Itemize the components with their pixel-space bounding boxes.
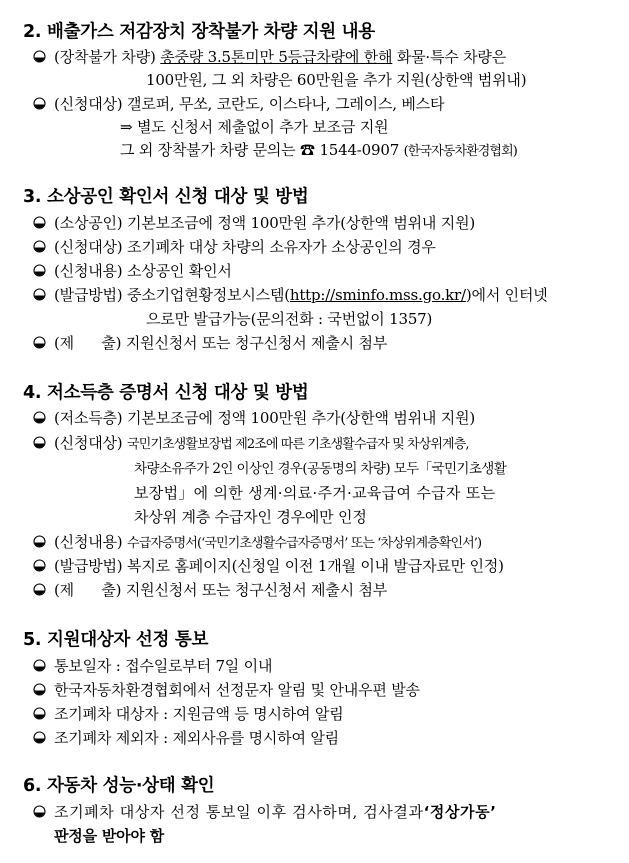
bullet-icon [33, 535, 46, 548]
phone-number: 1544-0907 [319, 141, 400, 159]
item-text: 기본보조금에 정액 100만원 추가(상한액 범위내 지원) [127, 409, 476, 427]
s3-item-4 [54, 284, 548, 305]
item-label: (제 출) [54, 334, 122, 352]
item-label: (신청대상) [54, 95, 123, 113]
s3-item-1 [54, 212, 475, 233]
bold-status: ‘정상가동’ [423, 803, 497, 821]
item-text: 기본보조금에 정액 100만원 추가(상한액 범위내 지원) [127, 214, 476, 232]
section-5-title: 5. 지원대상자 선정 통보 [23, 630, 209, 650]
s3-item-5 [54, 332, 387, 353]
s4-item-2 [54, 432, 469, 453]
bullet-icon [33, 436, 46, 449]
item-text: 그 외 장착불가 차량 문의는 [120, 141, 296, 159]
bullet-icon [33, 805, 46, 818]
s2-item-1-cont: 100만원, 그 외 차량은 60만원을 추가 지원(상한액 범위내) [146, 71, 527, 89]
s6-item-cont: 판정을 받아야 함 [54, 827, 165, 845]
item-label: (발급방법) [54, 557, 123, 575]
s3-item-2 [54, 236, 436, 257]
item-text: 지원신청서 또는 청구신청서 제출시 첨부 [125, 581, 388, 599]
s2-item-2-cont2 [120, 139, 517, 160]
s6-item [54, 801, 497, 822]
bullet-icon [33, 583, 46, 596]
s5-item-4: 조기폐차 제외자 : 제외사유를 명시하여 알림 [54, 729, 339, 747]
s5-item-2: 한국자동차환경협회에서 선정문자 알림 및 안내우편 발송 [54, 681, 420, 699]
s4-item-2-cont2: 보장법」에 의한 생계·의료·주거·교육급여 수급자 또는 [134, 484, 496, 502]
item-text: 갤로퍼, 무쏘, 코란도, 이스타나, 그레이스, 베스타 [127, 95, 445, 113]
s5-item-1: 통보일자 : 접수일로부터 7일 이내 [54, 657, 273, 675]
item-text: 화물·특수 차량은 [392, 48, 507, 66]
bullet-icon [33, 559, 46, 572]
item-text: 소상공인 확인서 [127, 262, 232, 280]
underlined-text: 총중량 3.5톤미만 5등급차량에 한해 [160, 48, 393, 66]
item-label: (신청대상) [54, 238, 123, 256]
bullet-icon [33, 707, 46, 720]
item-text: 조기폐차 대상자 선정 통보일 이후 검사하며, 검사결과 [54, 803, 424, 821]
item-text: 조기폐차 대상 차량의 소유자가 소상공인의 경우 [127, 238, 436, 256]
s5-item-3: 조기폐차 대상자 : 지원금액 등 명시하여 알림 [54, 705, 344, 723]
org-name: (한국자동차환경협회) [403, 144, 517, 159]
s4-item-4 [54, 555, 504, 576]
s2-item-2-cont1 [120, 116, 388, 137]
item-label: (저소득층) [54, 409, 123, 427]
item-label: (신청내용) [54, 533, 123, 551]
item-text: 수급자증명서(‘국민기초생활수급자증명서’ 또는 ‘차상위계층확인서’) [127, 536, 482, 551]
item-label: (제 출) [54, 581, 122, 599]
section-2-title: 2. 배출가스 저감장치 장착불가 차량 지원 내용 [23, 22, 375, 42]
bullet-icon [33, 683, 46, 696]
bullet-icon [33, 97, 46, 110]
s2-item-2 [54, 93, 444, 114]
item-label: (신청대상) [54, 434, 123, 452]
item-text: 별도 신청서 제출없이 추가 보조금 지원 [136, 118, 389, 136]
bullet-icon [33, 411, 46, 424]
s3-item-3 [54, 260, 232, 281]
section-4-title: 4. 저소득층 증명서 신청 대상 및 방법 [23, 383, 309, 403]
bullet-icon [33, 659, 46, 672]
item-label: (소상공인) [54, 214, 123, 232]
bullet-icon [33, 50, 46, 63]
item-label: (발급방법) [54, 286, 123, 304]
item-text: )에서 인터넷 [465, 286, 548, 304]
s4-item-2-cont3: 차상위 계층 수급자인 경우에만 인정 [134, 508, 367, 526]
s4-item-2-cont1: 차량소유주가 2인 이상인 경우(공동명의 차량) 모두「국민기초생활 [134, 461, 507, 477]
bullet-icon [33, 336, 46, 349]
s3-item-4-cont: 으로만 발급가능(문의전화 : 국번없이 1357) [146, 310, 433, 328]
bullet-icon [33, 288, 46, 301]
s4-item-5 [54, 579, 387, 600]
item-label: (신청내용) [54, 262, 123, 280]
arrow-icon: ⇒ [120, 118, 133, 136]
bullet-icon [33, 240, 46, 253]
phone-icon: ☎ [300, 141, 315, 159]
s4-item-3 [54, 531, 481, 552]
bullet-icon [33, 731, 46, 744]
item-text: 복지로 홈페이지(신청일 이전 1개월 이내 발급자료만 인정) [127, 557, 504, 575]
s4-item-1 [54, 407, 475, 428]
section-6-title: 6. 자동차 성능·상태 확인 [23, 776, 215, 796]
section-3-title: 3. 소상공인 확인서 신청 대상 및 방법 [23, 187, 309, 207]
item-label: (장착불가 차량) [54, 48, 156, 66]
item-text: 국민기초생활보장법 제2조에 따른 기초생활수급자 및 차상위계층, [127, 437, 469, 452]
bullet-icon [33, 216, 46, 229]
s2-item-1 [54, 46, 506, 67]
bullet-icon [33, 264, 46, 277]
item-text: 지원신청서 또는 청구신청서 제출시 첨부 [125, 334, 388, 352]
sminfo-link[interactable]: http://sminfo.mss.go.kr/ [289, 286, 466, 304]
item-text: 중소기업현황정보시스템( [127, 286, 290, 304]
